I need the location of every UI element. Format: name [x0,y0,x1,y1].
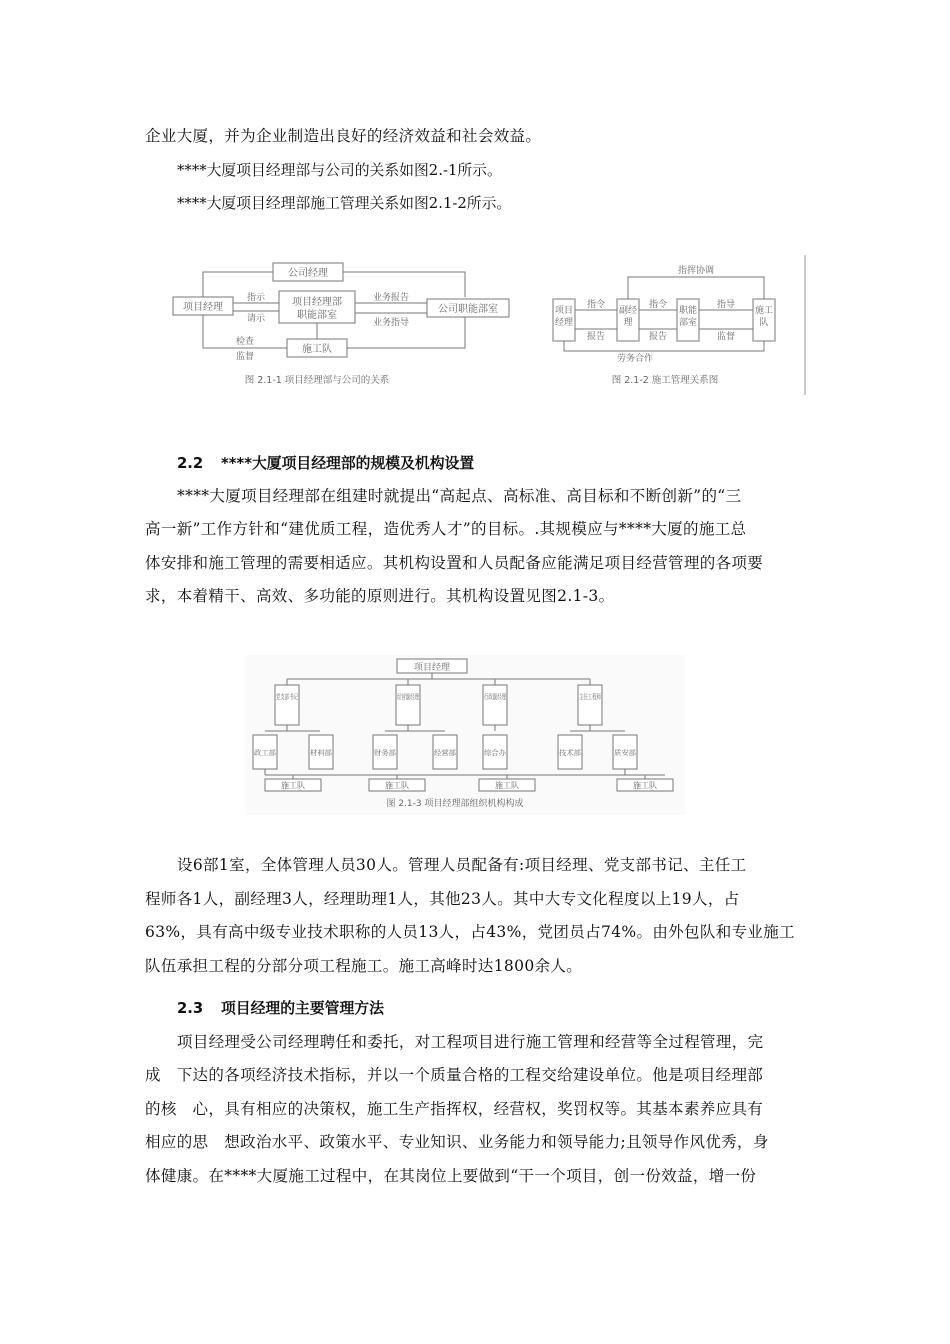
fig3-caption: 图 2.1-3 项目经理部组织机构构成 [386,799,524,809]
text-line: 体安排和施工管理的需要相适应。其机构设置和人员配备应能满足项目经营管理的各项要 [145,554,764,572]
org-l3-6: 技术部 [559,749,580,757]
section-heading [177,998,839,1019]
section-number: 2.2 [177,455,204,472]
fig1-instruct: 指示 [246,293,266,303]
fig1-dept-1: 项目经理部 [292,297,342,308]
fig1-company-manager: 公司经理 [288,268,328,279]
fig2-report-1: 报告 [586,332,606,342]
org-l3-2: 材料部 [310,749,331,757]
org-team-3: 施工队 [495,781,519,790]
org-l3-5: 综合办 [484,749,505,757]
org-l3-7: 质安部 [614,749,635,757]
fig2-caption: 图 2.1-2 施工管理关系图 [611,375,719,386]
text-line: 63%，具有高中级专业技术职称的人员13人，占43%，党团员占74%。由外包队和专业施工 [145,923,795,941]
fig2-report-2: 报告 [648,332,668,342]
text-line: ****大厦项目经理部在组建时就提出“高起点、高标准、高目标和不断创新”的“三 [177,487,742,505]
text-line: 相应的思 想政治水平、政策水平、专业知识、业务能力和领导能力;且领导作风优秀，身 [145,1133,769,1151]
fig2-labor-coop: 劳务合作 [616,354,654,364]
fig1-supervise: 监督 [235,352,255,362]
org-l2-4: 主任工程师 [579,693,614,701]
section-title: 项目经理的主要管理方法 [221,1000,384,1017]
org-l3-1: 政工部 [254,749,275,757]
fig2-project-manager: 项目经理 [554,306,574,328]
fig2-team: 施工队 [754,306,774,328]
org-l3-3: 财务部 [374,749,395,757]
fig1-business-report: 业务报告 [372,293,410,303]
org-l2-3: 行政副经理 [484,693,519,701]
fig1-dept-2: 职能部室 [297,310,337,321]
org-l3-4: 经营部 [434,749,455,757]
text-line: 项目经理受公司经理聘任和委托，对工程项目进行施工管理和经营等全过程管理，完 [177,1033,764,1051]
fig1-construction-team: 施工队 [302,344,332,355]
figure-org-chart [245,655,685,815]
fig1-project-manager: 项目经理 [183,302,223,313]
text-line: 企业大厦，并为企业制造出良好的经济效益和社会效益。 [145,127,542,145]
org-team-2: 施工队 [385,781,409,790]
text-line: 成 下达的各项经济技术指标，并以一个质量合格的工程交给建设单位。他是项目经理部 [145,1066,764,1084]
text-line: 设6部1室，全体管理人员30人。管理人员配备有:项目经理、党支部书记、主任工 [177,856,747,874]
fig2-func-dept: 职能部室 [678,306,698,328]
section-heading [177,453,839,474]
text-line: ****大厦项目经理部与公司的关系如图2.-1所示。 [177,162,502,179]
fig1-company-dept: 公司职能部室 [438,304,498,315]
org-top: 项目经理 [413,663,451,673]
text-line: 的核 心，具有相应的决策权，施工生产指挥权，经营权，奖罚权等。其基本素养应具有 [145,1100,764,1118]
org-team-1: 施工队 [281,781,305,790]
section-title: ****大厦项目经理部的规模及机构设置 [221,455,475,472]
section-number: 2.3 [177,1000,204,1017]
connector [628,277,764,299]
org-l2-1: 党支部书记 [276,693,311,701]
org-l2-2: 经营副经理 [397,693,432,701]
figure-relations-svg [165,255,810,400]
text-line: 高一新”工作方针和“建优质工程，造优秀人才”的目标。.其规模应与****大厦的施工总 [145,520,747,538]
text-line: 求，本着精干、高效、多功能的原则进行。其机构设置见图2.1-3。 [145,587,615,605]
text-line: 队伍承担工程的分部分项工程施工。施工高峰时达1800余人。 [145,957,583,975]
fig1-inspect: 检查 [235,337,255,347]
fig1-business-guide: 业务指导 [372,318,410,328]
fig2-order-1: 指令 [586,300,606,310]
fig1-caption: 图 2.1-1 项目经理部与公司的关系 [244,375,390,386]
org-chart-svg [245,655,685,815]
fig2-command-coord: 指挥协调 [677,266,715,276]
text-line: 体健康。在****大厦施工过程中，在其岗位上要做到“干一个项目，创一份效益，增一份 [145,1167,757,1185]
text-line: ****大厦项目经理部施工管理关系如图2.1-2所示。 [177,195,512,212]
fig1-request: 请示 [246,314,266,324]
fig2-order-2: 指令 [648,300,668,310]
org-team-4: 施工队 [633,781,657,790]
connector [564,341,764,351]
figure-relations [165,255,810,400]
text-line: 程师各1人，副经理3人，经理助理1人，其他23人。其中大专文化程度以上19人，占 [145,890,740,908]
fig2-deputy-manager: 副经理 [618,306,638,328]
fig2-supervise: 监督 [716,332,736,342]
fig2-guide: 指导 [716,300,736,310]
